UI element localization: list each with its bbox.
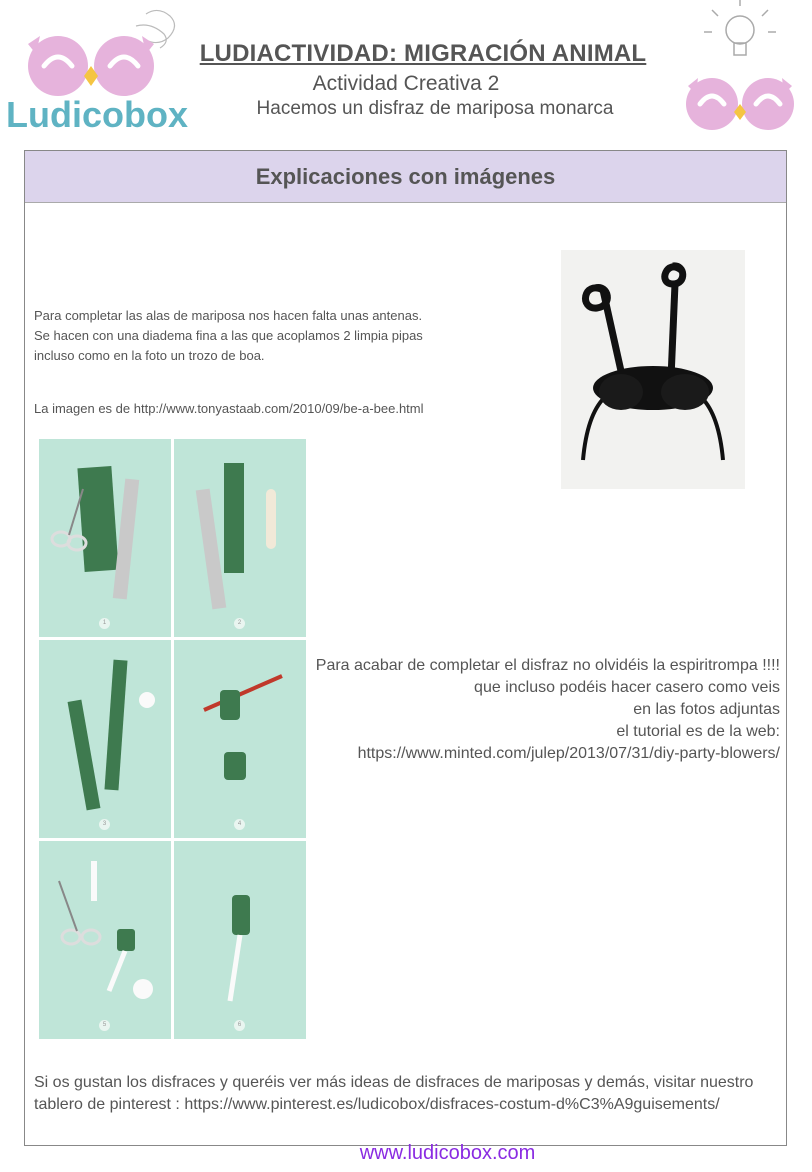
step-photo [174,841,306,1039]
image-source-text: La imagen es de http://www.tonyastaab.com/2010/09/be-a-bee.html [34,401,424,416]
scissors-illustration [39,841,171,1039]
step-number: 6 [234,1020,245,1031]
party-blower-line: el tutorial es de la web: [616,723,780,740]
paper-strip-illustration [174,439,306,637]
tutorial-steps-grid [39,439,306,1036]
pinterest-paragraph: Si os gustan los disfraces y queréis ver más ideas de disfraces de mariposas y demás, visitar nuestro tablero de pinterest : https://www.pinterest.es/ludicobox/disfraces-costum-d%C3%A9guisements/ [34,1074,754,1113]
paper-strip-illustration [39,439,171,637]
party-blower-paragraph [310,655,780,765]
paper-roll-illustration [174,640,306,838]
step-photo [174,640,306,838]
section-title: Explicaciones con imágenes [255,164,556,189]
paper-strip-illustration [39,640,171,838]
step-number: 5 [99,1020,110,1031]
step-number: 3 [99,819,110,830]
step-number: 2 [234,618,245,629]
antennae-line: incluso como en la foto un trozo de boa. [34,348,265,363]
antennae-paragraph [34,306,504,366]
step-photo [39,841,171,1039]
antenna-headband-photo [561,250,745,489]
headband-illustration [561,250,745,489]
party-blower-line: Para acabar de completar el disfraz no olvidéis la espiritrompa !!!! [315,657,780,674]
step-number: 4 [234,819,245,830]
antennae-line: Se hacen con una diadema fina a las que acoplamos 2 limpia pipas [34,328,423,343]
website-link[interactable]: www.ludicobox.com [359,1142,536,1164]
page-title: LUDIACTIVIDAD: MIGRACIÓN ANIMAL [199,40,647,67]
step-photo [39,640,171,838]
step-number: 1 [99,618,110,629]
party-blower-line: que incluso podéis hacer casero como veis [474,679,780,696]
step-photo [174,439,306,637]
step-photo [39,439,171,637]
tutorial-link[interactable]: https://www.minted.com/julep/2013/07/31/diy-party-blowers/ [357,745,780,762]
logo-text: Ludicobox [6,94,188,135]
activity-description: Hacemos un disfraz de mariposa monarca [256,98,614,119]
antennae-line: Para completar las alas de mariposa nos hacen falta unas antenas. [34,308,423,323]
activity-subtitle: Actividad Creativa 2 [312,72,500,95]
party-blower-line: en las fotos adjuntas [633,701,780,718]
party-blower-illustration [174,841,306,1039]
